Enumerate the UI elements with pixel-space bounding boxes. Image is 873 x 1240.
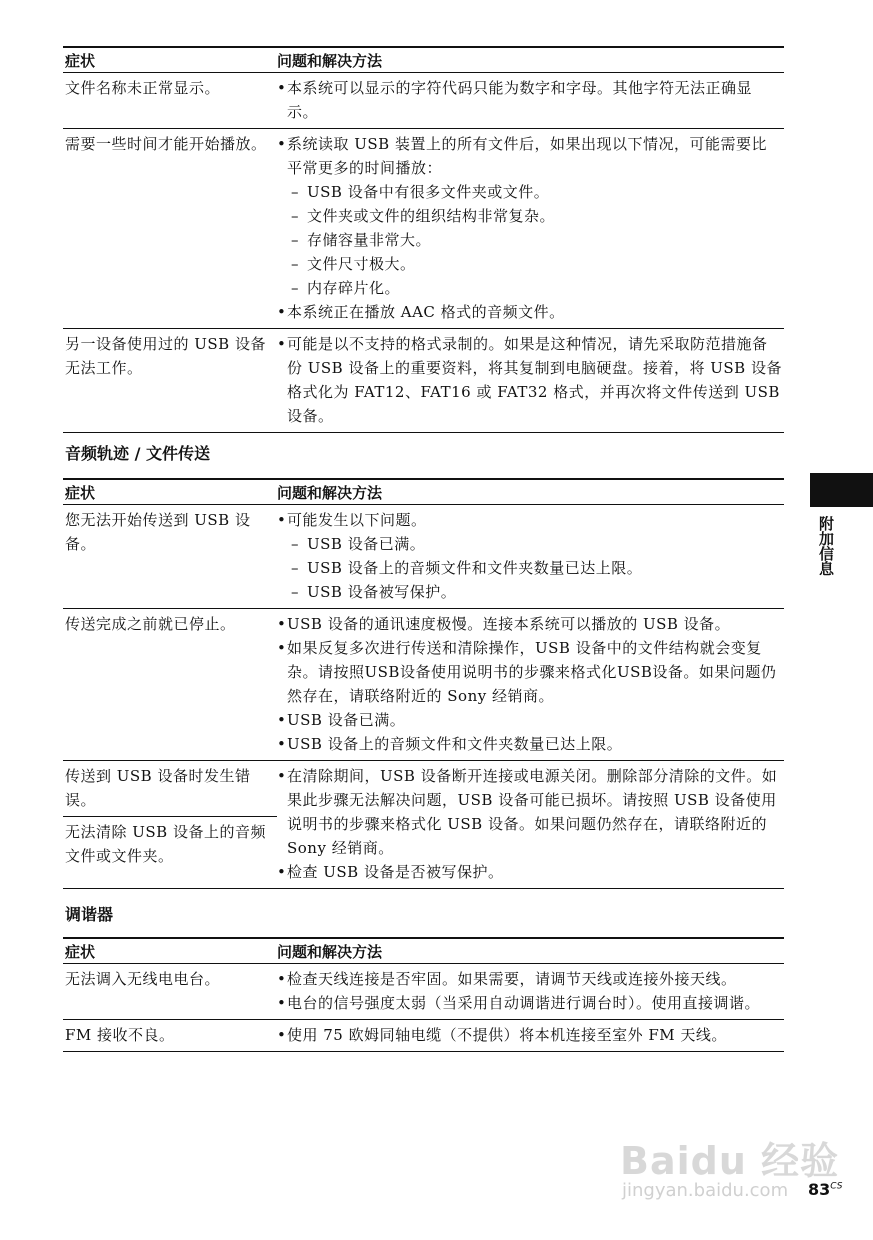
list-item: • 如果反复多次进行传送和清除操作，USB 设备中的文件结构就会变复杂。请按照USB设备使用说明书的步骤来格式化USB设备。如果问题仍然存在，请联络附近的 Sony 经销商。: [277, 639, 777, 705]
section-title-tuner: 调谐器: [65, 905, 114, 924]
solution-cell: [277, 964, 784, 1019]
page-number: $83^{CS}$: [808, 1180, 843, 1199]
list-item: • 检查 USB 设备是否被写保护。: [277, 863, 504, 881]
list-item: • 本系统正在播放 AAC 格式的音频文件。: [277, 303, 565, 321]
table-row: [63, 329, 784, 433]
troubleshooting-table-transfer: [63, 478, 784, 889]
solution-cell: [277, 73, 784, 128]
solution-cell: [277, 1020, 784, 1051]
symptom-cell: FM 接收不良。: [65, 1026, 175, 1044]
table-header: [63, 937, 784, 964]
watermark-logo: Baidu 经验: [620, 1139, 840, 1183]
solution-cell: [277, 505, 784, 608]
symptom-cell: 传送到 USB 设备时发生错误。: [65, 767, 251, 809]
symptom-cell: 文件名称未正常显示。: [65, 79, 221, 97]
symptom-cell: 传送完成之前就已停止。: [65, 615, 236, 633]
symptom-cell: 无法调入无线电电台。: [65, 970, 221, 988]
header-symptom: 症状: [65, 943, 96, 961]
list-item: • 使用 75 欧姆同轴电缆（不提供）将本机连接至室外 FM 天线。: [277, 1026, 727, 1044]
symptom-cell: 无法清除 USB 设备上的音频文件或文件夹。: [63, 816, 277, 872]
table-row: [63, 129, 784, 329]
list-item: • USB 设备的通讯速度极慢。连接本系统可以播放的 USB 设备。: [277, 615, 731, 633]
symptom-cell-split: [63, 761, 277, 888]
table-row: [63, 609, 784, 761]
list-item: • USB 设备上的音频文件和文件夹数量已达上限。: [277, 735, 623, 753]
list-item: • 本系统可以显示的字符代码只能为数字和字母。其他字符无法正确显示。: [277, 79, 753, 121]
list-subitem: – USB 设备已满。: [291, 535, 426, 553]
header-symptom: 症状: [65, 484, 96, 502]
solution-cell: [277, 129, 784, 328]
table-row: [63, 964, 784, 1020]
table-row: [63, 505, 784, 609]
chapter-tab-marker: [810, 473, 873, 507]
list-subitem: – USB 设备上的音频文件和文件夹数量已达上限。: [291, 559, 643, 577]
header-solution: 问题和解决方法: [277, 943, 383, 961]
table-header: [63, 46, 784, 73]
symptom-cell: 需要一些时间才能开始播放。: [65, 135, 267, 153]
list-item: • 在清除期间，USB 设备断开连接或电源关闭。删除部分清除的文件。如果此步骤无法解决问题，USB 设备可能已损坏。请按照 USB 设备使用说明书的步骤来格式化 USB 设备。如果问题仍然存在，请联络附近的 Sony 经销商。: [277, 767, 778, 857]
header-solution: 问题和解决方法: [277, 52, 383, 70]
list-subitem: – 文件夹或文件的组织结构非常复杂。: [291, 207, 556, 225]
symptom-cell: 另一设备使用过的 USB 设备无法工作。: [65, 335, 266, 377]
list-subitem: – 内存碎片化。: [291, 279, 401, 297]
solution-cell: [277, 329, 784, 432]
section-title-transfer: 音频轨迹 / 文件传送: [65, 444, 210, 463]
table-row: [63, 761, 784, 889]
list-subitem: – 文件尺寸极大。: [291, 255, 416, 273]
troubleshooting-table-general: [63, 46, 784, 433]
table-header: [63, 478, 784, 505]
list-subitem: – 存储容量非常大。: [291, 231, 432, 249]
header-symptom: 症状: [65, 52, 96, 70]
table-row: [63, 1020, 784, 1052]
list-item: • 可能发生以下问题。: [277, 511, 427, 529]
troubleshooting-table-tuner: [63, 937, 784, 1052]
header-solution: 问题和解决方法: [277, 484, 383, 502]
chapter-side-label: 附加信息: [817, 516, 835, 576]
list-item: • 电台的信号强度太弱（当采用自动调谐进行调台时）。使用直接调谐。: [277, 994, 761, 1012]
watermark-url: jingyan.baidu.com: [622, 1180, 789, 1201]
list-subitem: – USB 设备中有很多文件夹或文件。: [291, 183, 550, 201]
table-row: [63, 73, 784, 129]
list-item: • 可能是以不支持的格式录制的。如果是这种情况，请先采取防范措施备份 USB 设备上的重要资料，将其复制到电脑硬盘。接着，将 USB 设备格式化为 FAT12、FAT16 或 FAT32 格式，并再次将文件传送到 USB 设备。: [277, 335, 782, 425]
list-item: • 检查天线连接是否牢固。如果需要，请调节天线或连接外接天线。: [277, 970, 737, 988]
list-item: • USB 设备已满。: [277, 711, 406, 729]
list-subitem: – USB 设备被写保护。: [291, 583, 457, 601]
solution-cell: [277, 761, 784, 888]
symptom-cell: 您无法开始传送到 USB 设备。: [65, 511, 251, 553]
solution-cell: [277, 609, 784, 760]
list-item: • 系统读取 USB 装置上的所有文件后，如果出现以下情况，可能需要比平常更多的时间播放：: [277, 135, 767, 177]
